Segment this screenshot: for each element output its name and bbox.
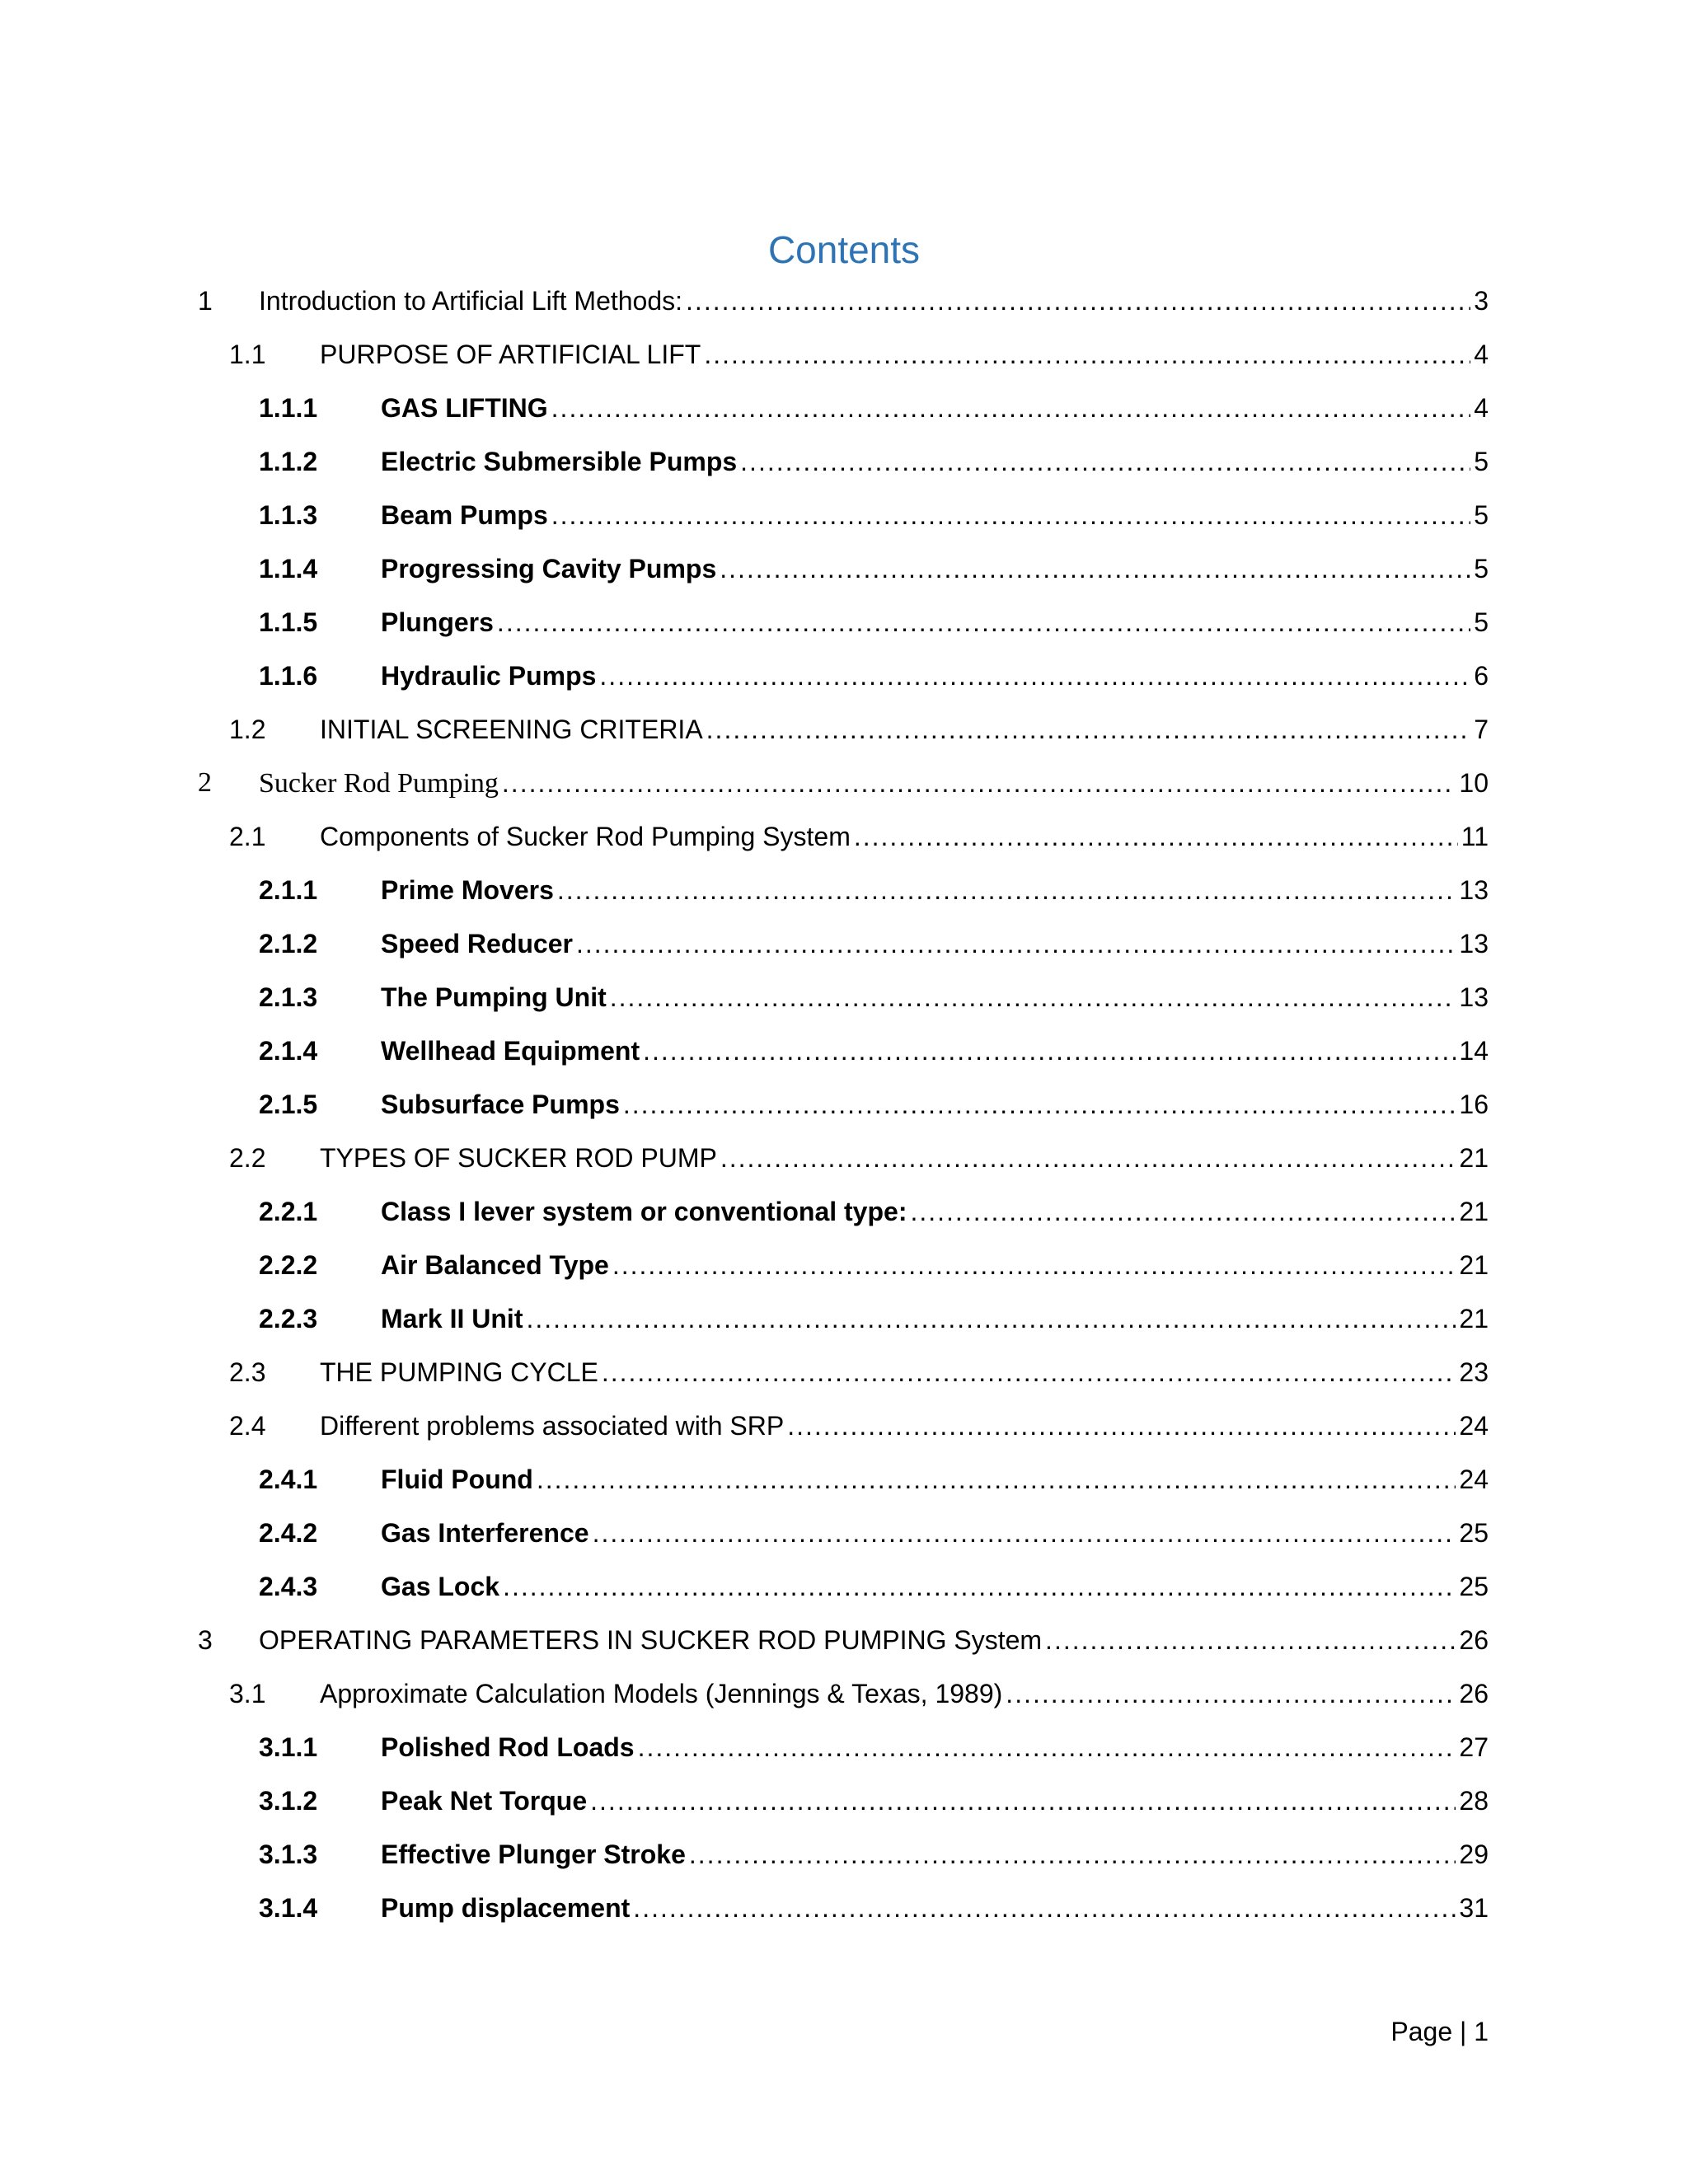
toc-entry[interactable] bbox=[0, 923, 1688, 964]
toc-entry-title: INITIAL SCREENING CRITERIA bbox=[320, 715, 703, 744]
toc-entry-number: 3.1.2 bbox=[259, 1786, 318, 1816]
toc-entry-page: 16 bbox=[1459, 1090, 1489, 1119]
toc-entry-page: 24 bbox=[1459, 1411, 1489, 1441]
toc-entry-title: GAS LIFTING bbox=[381, 393, 548, 423]
toc-entry-number: 1.1.4 bbox=[259, 554, 318, 583]
toc-entry-page: 14 bbox=[1459, 1036, 1489, 1066]
dot-leader bbox=[623, 1084, 1456, 1125]
toc-entry-title: Different problems associated with SRP bbox=[320, 1411, 785, 1441]
dot-leader bbox=[590, 1780, 1456, 1821]
toc-entry-title: Gas Interference bbox=[381, 1518, 589, 1548]
toc-entry[interactable] bbox=[0, 494, 1688, 536]
toc-entry-page: 11 bbox=[1461, 822, 1489, 851]
toc-entry-number: 2.1 bbox=[229, 822, 266, 851]
toc-entry-title: Approximate Calculation Models (Jennings & Texas, 1989) bbox=[320, 1679, 1003, 1708]
toc-entry[interactable] bbox=[0, 280, 1688, 321]
toc-entry-page: 23 bbox=[1459, 1357, 1489, 1387]
toc-entry-title: Subsurface Pumps bbox=[381, 1090, 620, 1119]
toc-entry-number: 1.1.5 bbox=[259, 607, 318, 637]
toc-entry-page: 5 bbox=[1474, 554, 1489, 583]
dot-leader bbox=[503, 1566, 1456, 1607]
toc-entry-number: 2.4.3 bbox=[259, 1572, 318, 1601]
toc-entry-page: 25 bbox=[1459, 1518, 1489, 1548]
toc-entry-page: 31 bbox=[1459, 1893, 1489, 1923]
toc-entry[interactable] bbox=[0, 548, 1688, 589]
toc-entry[interactable] bbox=[0, 1887, 1688, 1929]
dot-leader bbox=[706, 709, 1471, 750]
toc-entry[interactable] bbox=[0, 1566, 1688, 1607]
toc-entry-number: 2.4.2 bbox=[259, 1518, 318, 1548]
toc-entry-number: 2.2.1 bbox=[259, 1197, 318, 1226]
toc-entry[interactable] bbox=[0, 334, 1688, 375]
toc-entry-number: 1.1.3 bbox=[259, 500, 318, 530]
dot-leader bbox=[526, 1298, 1456, 1339]
toc-entry-number: 2.3 bbox=[229, 1357, 266, 1387]
toc-entry[interactable] bbox=[0, 977, 1688, 1018]
toc-entry-page: 5 bbox=[1474, 500, 1489, 530]
toc-entry[interactable] bbox=[0, 709, 1688, 750]
toc-entry-page: 24 bbox=[1459, 1465, 1489, 1494]
toc-entry-title: Speed Reducer bbox=[381, 929, 573, 958]
toc-entry-number: 2 bbox=[198, 767, 212, 798]
toc-entry-page: 25 bbox=[1459, 1572, 1489, 1601]
toc-entry-page: 7 bbox=[1474, 715, 1489, 744]
toc-entry-number: 3.1.3 bbox=[259, 1840, 318, 1869]
dot-leader bbox=[599, 655, 1470, 696]
toc-entry-title: OPERATING PARAMETERS IN SUCKER ROD PUMPING System bbox=[259, 1625, 1043, 1655]
toc-entry[interactable] bbox=[0, 1780, 1688, 1821]
toc-entry-page: 13 bbox=[1459, 982, 1489, 1012]
toc-entry-page: 26 bbox=[1459, 1679, 1489, 1708]
toc-entry-title: The Pumping Unit bbox=[381, 982, 607, 1012]
toc-entry-title: Prime Movers bbox=[381, 875, 554, 905]
toc-entry[interactable] bbox=[0, 1619, 1688, 1661]
dot-leader bbox=[686, 280, 1470, 321]
toc-entry-title: Wellhead Equipment bbox=[381, 1036, 640, 1066]
toc-entry-page: 6 bbox=[1474, 661, 1489, 691]
dot-leader bbox=[720, 548, 1470, 589]
toc-entry[interactable] bbox=[0, 655, 1688, 696]
toc-entry[interactable] bbox=[0, 1191, 1688, 1232]
toc-entry[interactable] bbox=[0, 1137, 1688, 1179]
toc-entry-title: Sucker Rod Pumping bbox=[259, 768, 499, 799]
contents-heading: Contents bbox=[767, 228, 921, 271]
toc-entry-title: Effective Plunger Stroke bbox=[381, 1840, 686, 1869]
dot-leader bbox=[551, 494, 1470, 536]
toc-entry-title: Peak Net Torque bbox=[381, 1786, 588, 1816]
toc-entry-number: 1.1.1 bbox=[259, 393, 318, 423]
toc-entry-page: 21 bbox=[1459, 1304, 1489, 1333]
toc-entry[interactable] bbox=[0, 387, 1688, 429]
toc-entry-number: 2.1.4 bbox=[259, 1036, 318, 1066]
toc-entry-title: TYPES OF SUCKER ROD PUMP bbox=[320, 1143, 717, 1173]
toc-entry[interactable] bbox=[0, 1405, 1688, 1446]
toc-entry[interactable] bbox=[0, 1084, 1688, 1125]
toc-entry-number: 1 bbox=[198, 286, 213, 316]
toc-entry[interactable] bbox=[0, 1459, 1688, 1500]
toc-entry-number: 2.2 bbox=[229, 1143, 266, 1173]
toc-entry-title: PURPOSE OF ARTIFICIAL LIFT bbox=[320, 340, 701, 369]
toc-entry-page: 21 bbox=[1459, 1197, 1489, 1226]
toc-entry-title: Electric Submersible Pumps bbox=[381, 447, 738, 476]
dot-leader bbox=[551, 387, 1471, 429]
dot-leader bbox=[576, 923, 1456, 964]
toc-entry[interactable] bbox=[0, 1352, 1688, 1393]
toc-entry[interactable] bbox=[0, 1030, 1688, 1071]
toc-entry-number: 3 bbox=[198, 1625, 213, 1655]
toc-entry[interactable] bbox=[0, 1834, 1688, 1875]
toc-entry-page: 21 bbox=[1459, 1250, 1489, 1280]
toc-entry-title: Fluid Pound bbox=[381, 1465, 533, 1494]
dot-leader bbox=[537, 1459, 1456, 1500]
toc-entry-number: 3.1 bbox=[229, 1679, 266, 1708]
toc-entry-page: 4 bbox=[1474, 340, 1489, 369]
dot-leader bbox=[643, 1030, 1456, 1071]
toc-entry-number: 3.1.4 bbox=[259, 1893, 318, 1923]
toc-entry-page: 4 bbox=[1474, 393, 1489, 423]
toc-entry[interactable] bbox=[0, 869, 1688, 911]
toc-entry-page: 5 bbox=[1474, 607, 1489, 637]
toc-entry-number: 2.4.1 bbox=[259, 1465, 318, 1494]
toc-entry-title: Class I lever system or conventional type: bbox=[381, 1197, 907, 1226]
toc-entry-title: Hydraulic Pumps bbox=[381, 661, 597, 691]
toc-entry-number: 1.1.2 bbox=[259, 447, 318, 476]
toc-entry-number: 3.1.1 bbox=[259, 1732, 318, 1762]
toc-entry-page: 21 bbox=[1459, 1143, 1489, 1173]
toc-entry-page: 13 bbox=[1459, 875, 1489, 905]
dot-leader bbox=[854, 816, 1458, 857]
toc-entry-page: 10 bbox=[1459, 768, 1489, 798]
dot-leader bbox=[502, 762, 1456, 804]
toc-entry[interactable] bbox=[0, 1673, 1688, 1714]
dot-leader bbox=[740, 441, 1470, 482]
toc-entry-number: 2.1.2 bbox=[259, 929, 318, 958]
dot-leader bbox=[910, 1191, 1456, 1232]
toc-entry[interactable] bbox=[0, 816, 1688, 857]
toc-entry-title: Plungers bbox=[381, 607, 494, 637]
toc-entry-page: 3 bbox=[1474, 286, 1489, 316]
toc-entry-page: 27 bbox=[1459, 1732, 1489, 1762]
toc-entry-number: 1.1.6 bbox=[259, 661, 318, 691]
dot-leader bbox=[689, 1834, 1456, 1875]
toc-entry-title: Polished Rod Loads bbox=[381, 1732, 635, 1762]
toc-entry[interactable] bbox=[0, 1727, 1688, 1768]
toc-entry[interactable] bbox=[0, 602, 1688, 643]
toc-entry-title: Beam Pumps bbox=[381, 500, 548, 530]
toc-entry-title: Introduction to Artificial Lift Methods: bbox=[259, 286, 683, 316]
toc-entry[interactable] bbox=[0, 762, 1688, 804]
dot-leader bbox=[593, 1512, 1456, 1554]
dot-leader bbox=[497, 602, 1470, 643]
toc-entry-number: 2.2.3 bbox=[259, 1304, 318, 1333]
page-number-footer: Page | 1 bbox=[1390, 2017, 1489, 2046]
toc-entry-number: 2.2.2 bbox=[259, 1250, 318, 1280]
toc-entry-page: 13 bbox=[1459, 929, 1489, 958]
dot-leader bbox=[787, 1405, 1456, 1446]
toc-entry[interactable] bbox=[0, 441, 1688, 482]
toc-entry[interactable] bbox=[0, 1512, 1688, 1554]
dot-leader bbox=[610, 977, 1456, 1018]
toc-entry-number: 2.4 bbox=[229, 1411, 266, 1441]
toc-entry-number: 1.1 bbox=[229, 340, 266, 369]
dot-leader bbox=[1045, 1619, 1456, 1661]
toc-entry-title: Components of Sucker Rod Pumping System bbox=[320, 822, 851, 851]
toc-entry[interactable] bbox=[0, 1298, 1688, 1339]
dot-leader bbox=[1006, 1673, 1456, 1714]
toc-entry-title: Air Balanced Type bbox=[381, 1250, 609, 1280]
toc-entry-number: 2.1.3 bbox=[259, 982, 318, 1012]
toc-entry-page: 5 bbox=[1474, 447, 1489, 476]
toc-entry-number: 1.2 bbox=[229, 715, 266, 744]
toc-entry-title: Mark II Unit bbox=[381, 1304, 523, 1333]
dot-leader bbox=[638, 1727, 1456, 1768]
dot-leader bbox=[720, 1137, 1456, 1179]
toc-entry[interactable] bbox=[0, 1244, 1688, 1286]
toc-entry-page: 28 bbox=[1459, 1786, 1489, 1816]
dot-leader bbox=[602, 1352, 1456, 1393]
toc-entry-page: 26 bbox=[1459, 1625, 1489, 1655]
toc-entry-title: Pump displacement bbox=[381, 1893, 631, 1923]
toc-entry-title: Gas Lock bbox=[381, 1572, 500, 1601]
toc-entry-number: 2.1.5 bbox=[259, 1090, 318, 1119]
dot-leader bbox=[704, 334, 1470, 375]
toc-entry-title: THE PUMPING CYCLE bbox=[320, 1357, 598, 1387]
dot-leader bbox=[557, 869, 1456, 911]
dot-leader bbox=[612, 1244, 1456, 1286]
toc-entry-page: 29 bbox=[1459, 1840, 1489, 1869]
toc-entry-number: 2.1.1 bbox=[259, 875, 318, 905]
toc-entry-title: Progressing Cavity Pumps bbox=[381, 554, 717, 583]
dot-leader bbox=[633, 1887, 1456, 1929]
